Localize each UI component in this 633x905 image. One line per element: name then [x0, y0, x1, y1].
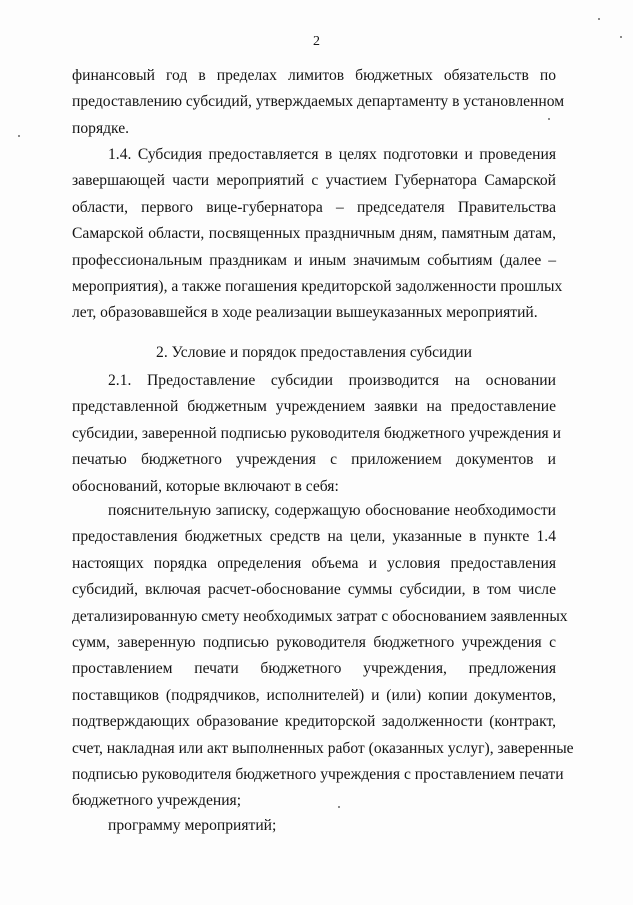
text-line: мероприятия), а также погашения кредиторской задолженности прошлых — [72, 277, 563, 295]
text-line: детализированную смету необходимых затрат с обоснованием заявленных — [72, 607, 568, 625]
text-line: подтверждающих образование кредиторской задолженности (контракт, — [72, 713, 556, 731]
paragraph-explanatory-note — [72, 498, 574, 815]
text-line: счет, накладная или акт выполненных работ (оказанных услуг), заверенные — [72, 739, 574, 757]
page-number: 2 — [313, 34, 320, 49]
scan-speck — [620, 36, 622, 38]
text-line: Самарской области, посвященных праздничным дням, памятным датам, — [72, 225, 556, 243]
text-line: представленной бюджетным учреждением заявки на предоставление — [72, 398, 556, 416]
text-line: предоставления бюджетных средств на цели, указанные в пункте 1.4 — [72, 528, 556, 546]
text-line: субсидии, заверенной подписью руководителя бюджетного учреждения и — [72, 424, 561, 442]
text-line: предоставлению субсидий, утверждаемых департаменту в установленном — [72, 93, 565, 111]
text-line: области, первого вице-губернатора – председателя Правительства — [72, 198, 556, 216]
text-line: проставлением печати бюджетного учреждения, предложения — [72, 660, 556, 678]
text-line: сумм, заверенную подписью руководителя бюджетного учреждения с — [72, 633, 556, 651]
scan-speck — [338, 806, 340, 808]
section-heading: 2. Условие и порядок предоставления субсидии — [156, 344, 472, 361]
text-line: 2.1. Предоставление субсидии производится на основании — [108, 372, 556, 389]
paragraph-1-4 — [72, 142, 563, 327]
text-line: 1.4. Субсидия предоставляется в целях подготовки и проведения — [108, 146, 556, 163]
text-line: печатью бюджетного учреждения с приложением документов и — [72, 451, 556, 469]
scan-speck — [548, 118, 550, 120]
text-line: субсидий, включая расчет-обоснование суммы субсидии, в том числе — [72, 581, 556, 599]
text-line: профессиональным праздникам и иным значимым событиям (далее – — [72, 251, 556, 269]
text-line: обоснований, которые включают в себя: — [72, 477, 339, 495]
text-line: настоящих порядка определения объема и условия предоставления — [72, 554, 556, 572]
text-line: пояснительную записку, содержащую обоснование необходимости — [108, 502, 556, 519]
text-line: бюджетного учреждения; — [72, 792, 242, 810]
text-line: лет, образовавшейся в ходе реализации вышеуказанных мероприятий. — [72, 304, 538, 322]
scan-speck — [598, 18, 600, 20]
text-line: подписью руководителя бюджетного учреждения с проставлением печати — [72, 765, 564, 783]
paragraph-2-1 — [72, 368, 561, 500]
text-line: финансовый год в пределах лимитов бюджетных обязательств по — [72, 67, 556, 84]
paragraph-program — [72, 813, 556, 839]
paragraph-continuation — [72, 63, 565, 142]
text-line: порядке. — [72, 119, 130, 137]
text-line: завершающей части мероприятий с участием Губернатора Самарской — [72, 172, 556, 190]
scan-speck — [18, 135, 20, 137]
text-line: программу мероприятий; — [108, 817, 277, 834]
text-line: поставщиков (подрядчиков, исполнителей) и (или) копии документов, — [72, 686, 556, 704]
